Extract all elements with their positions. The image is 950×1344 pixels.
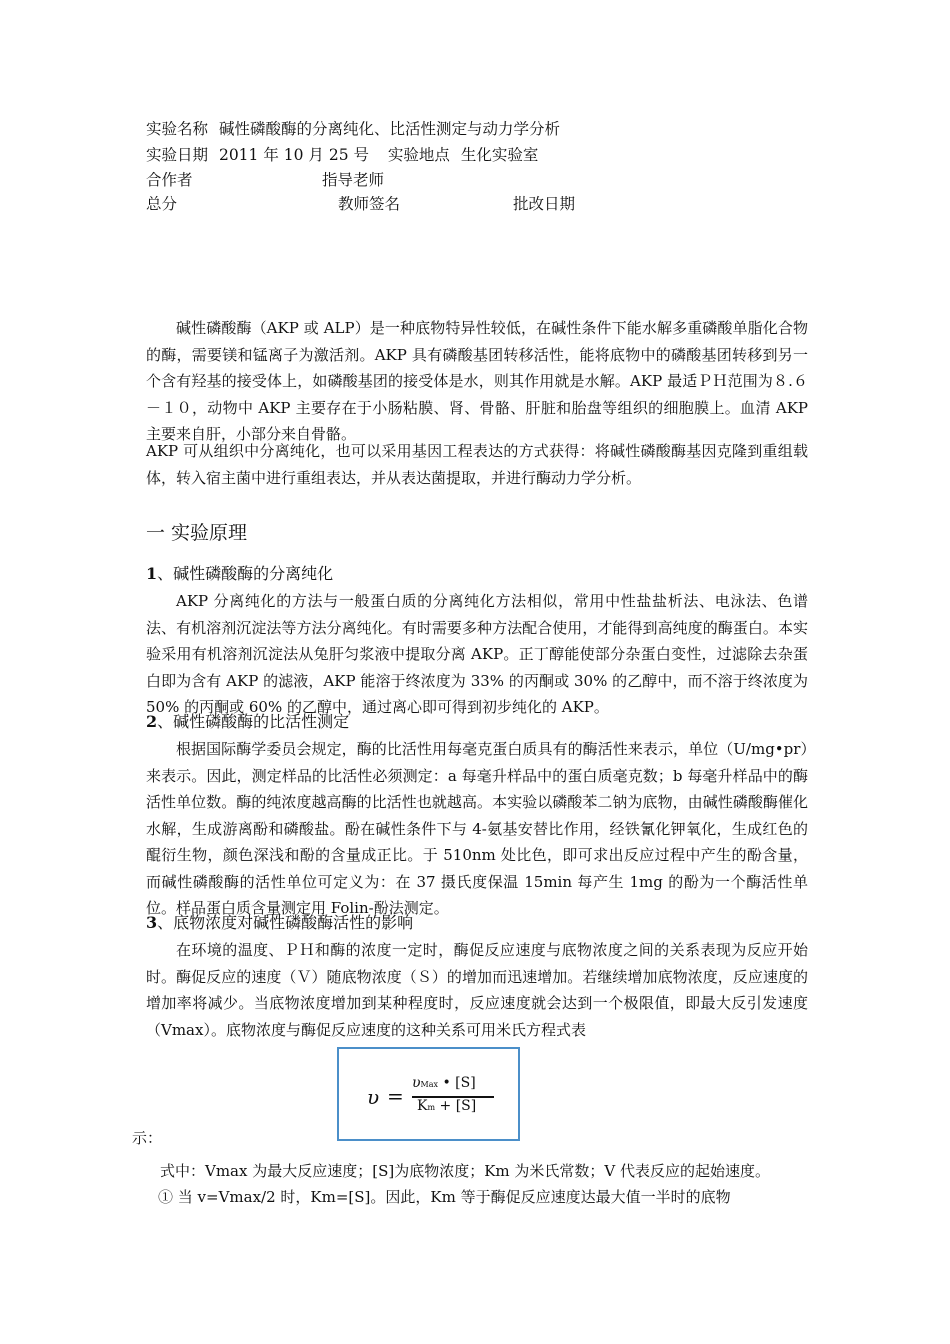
experiment-date-line — [146, 145, 538, 165]
subsection-3-number: 3 — [146, 913, 158, 932]
formula-explanation: 式中：Vmax 为最大反应速度；[S]为底物浓度；Km 为米氏常数；V 代表反应的起始速度。 — [160, 1162, 771, 1180]
equation-velocity: υ — [367, 1085, 380, 1109]
experiment-name-line — [146, 119, 560, 139]
equation-content — [367, 1075, 497, 1119]
subsection-2-body: 根据国际酶学委员会规定，酶的比活性用每毫克蛋白质具有的酶活性来表示，单位（U/mg•pr）来表示。因此，测定样品的比活性必须测定：a 每毫升样品中的蛋白质毫克数；b 每毫升样品中的酶活性单位数。酶的纯浓度越高酶的比活性也就越高。本实验以磷酸苯二钠为底物，由碱性磷酸酶催化水解，生成游离酚和磷酸盐。酚在碱性条件下与 4-氨基安替比作用，经铁氰化钾氧化，生成红色的醌衍生物，颜色深浅和酚的含量成正比。于 510nm 处比色，即可求出反应过程中产生的酚含量，而碱性磷酸酶的活性单位可定义为：在 37 摄氏度保温 15min 每产生 1mg 的酚为一个酶活性单位。样品蛋白质含量测定用 Folin-酚法测定。 — [146, 740, 808, 917]
subsection-2-title: 、碱性磷酸酶的比活性测定 — [157, 712, 350, 731]
equation-denominator: Km + [S] — [417, 1098, 477, 1114]
experiment-date-label: 实验日期 — [146, 146, 209, 164]
subsection-3-body: 在环境的温度、ＰＨ和酶的浓度一定时，酶促反应速度与底物浓度之间的关系表现为反应开始时。酶促反应的速度（Ｖ）随底物浓度（Ｓ）的增加而迅速增加。若继续增加底物浓度，反应速度的增加率将减少。当底物浓度增加到某种程度时，反应速度就会达到一个极限值，即最大反引发速度（Vmax）。底物浓度与酶促反应速度的这种关系可用米氏方程式表 — [146, 941, 808, 1039]
partner-label: 合作者 — [146, 171, 193, 189]
experiment-name-value: 碱性磷酸酶的分离纯化、比活性测定与动力学分析 — [218, 120, 560, 138]
subsection-2-number: 2 — [146, 712, 158, 731]
subsection-3-title: 、底物浓度对碱性磷酸酶活性的影响 — [157, 913, 414, 932]
subsection-1-number: 1 — [146, 564, 158, 583]
subsection-3-heading — [146, 911, 413, 935]
experiment-name-label: 实验名称 — [146, 120, 209, 138]
michaelis-menten-equation — [337, 1047, 520, 1141]
signature-label: 教师签名 — [338, 195, 401, 213]
grading-date-label: 批改日期 — [513, 195, 576, 213]
intro-paragraph-1: 碱性磷酸酶（AKP 或 ALP）是一种底物特异性较低，在碱性条件下能水解多重磷酸单脂化合物的酶，需要镁和锰离子为激活剂。AKP 具有磷酸基团转移活性，能将底物中的磷酸基团转移到另一个含有羟基的接受体上，如磷酸基团的接受体是水，则其作用就是水解。AKP 最适ＰＨ范围为８.６－１０，动物中 AKP 主要存在于小肠粘膜、肾、骨骼、肝脏和胎盘等组织的细胞膜上。血清 AKP 主要来自肝，小部分来自骨骼。 — [146, 319, 808, 443]
subsection-2-heading — [146, 710, 349, 734]
experiment-place-label: 实验地点 — [387, 146, 450, 164]
section-title: 一 实验原理 — [146, 522, 248, 544]
subsection-1-body: AKP 分离纯化的方法与一般蛋白质的分离纯化方法相似，常用中性盐盐析法、电泳法、色谱法、有机溶剂沉淀法等方法分离纯化。有时需要多种方法配合使用，才能得到高纯度的酶蛋白。本实验采用有机溶剂沉淀法从兔肝匀浆液中提取分离 AKP。正丁醇能使部分杂蛋白变性，过滤除去杂蛋白即为含有 AKP 的滤液，AKP 能溶于终浓度为 33% 的丙酮或 30% 的乙醇中，而不溶于终浓度为 50% 的丙酮或 60% 的乙醇中，通过离心即可得到初步纯化的 AKP。 — [146, 592, 808, 716]
experiment-place-value: 生化实验室 — [460, 146, 539, 164]
note-1: ① 当 v=Vmax/2 时，Km=[S]。因此，Km 等于酶促反应速度达最大值一半时的底物 — [158, 1188, 731, 1206]
equation-equals: = — [387, 1084, 404, 1108]
intro-paragraph-2: AKP 可从组织中分离纯化，也可以采用基因工程表达的方式获得：将碱性磷酸酶基因克隆到重组载体，转入宿主菌中进行重组表达，并从表达菌提取，并进行酶动力学分析。 — [146, 442, 808, 487]
subsection-1-title: 、碱性磷酸酶的分离纯化 — [157, 564, 334, 583]
experiment-date-value: 2011 年 10 月 25 号 — [218, 146, 369, 164]
formula-lead-text: 示： — [132, 1129, 163, 1147]
score-label: 总分 — [146, 195, 178, 213]
subsection-1-heading — [146, 562, 333, 586]
equation-numerator: υMax • [S] — [412, 1075, 476, 1091]
advisor-label: 指导老师 — [322, 171, 385, 189]
